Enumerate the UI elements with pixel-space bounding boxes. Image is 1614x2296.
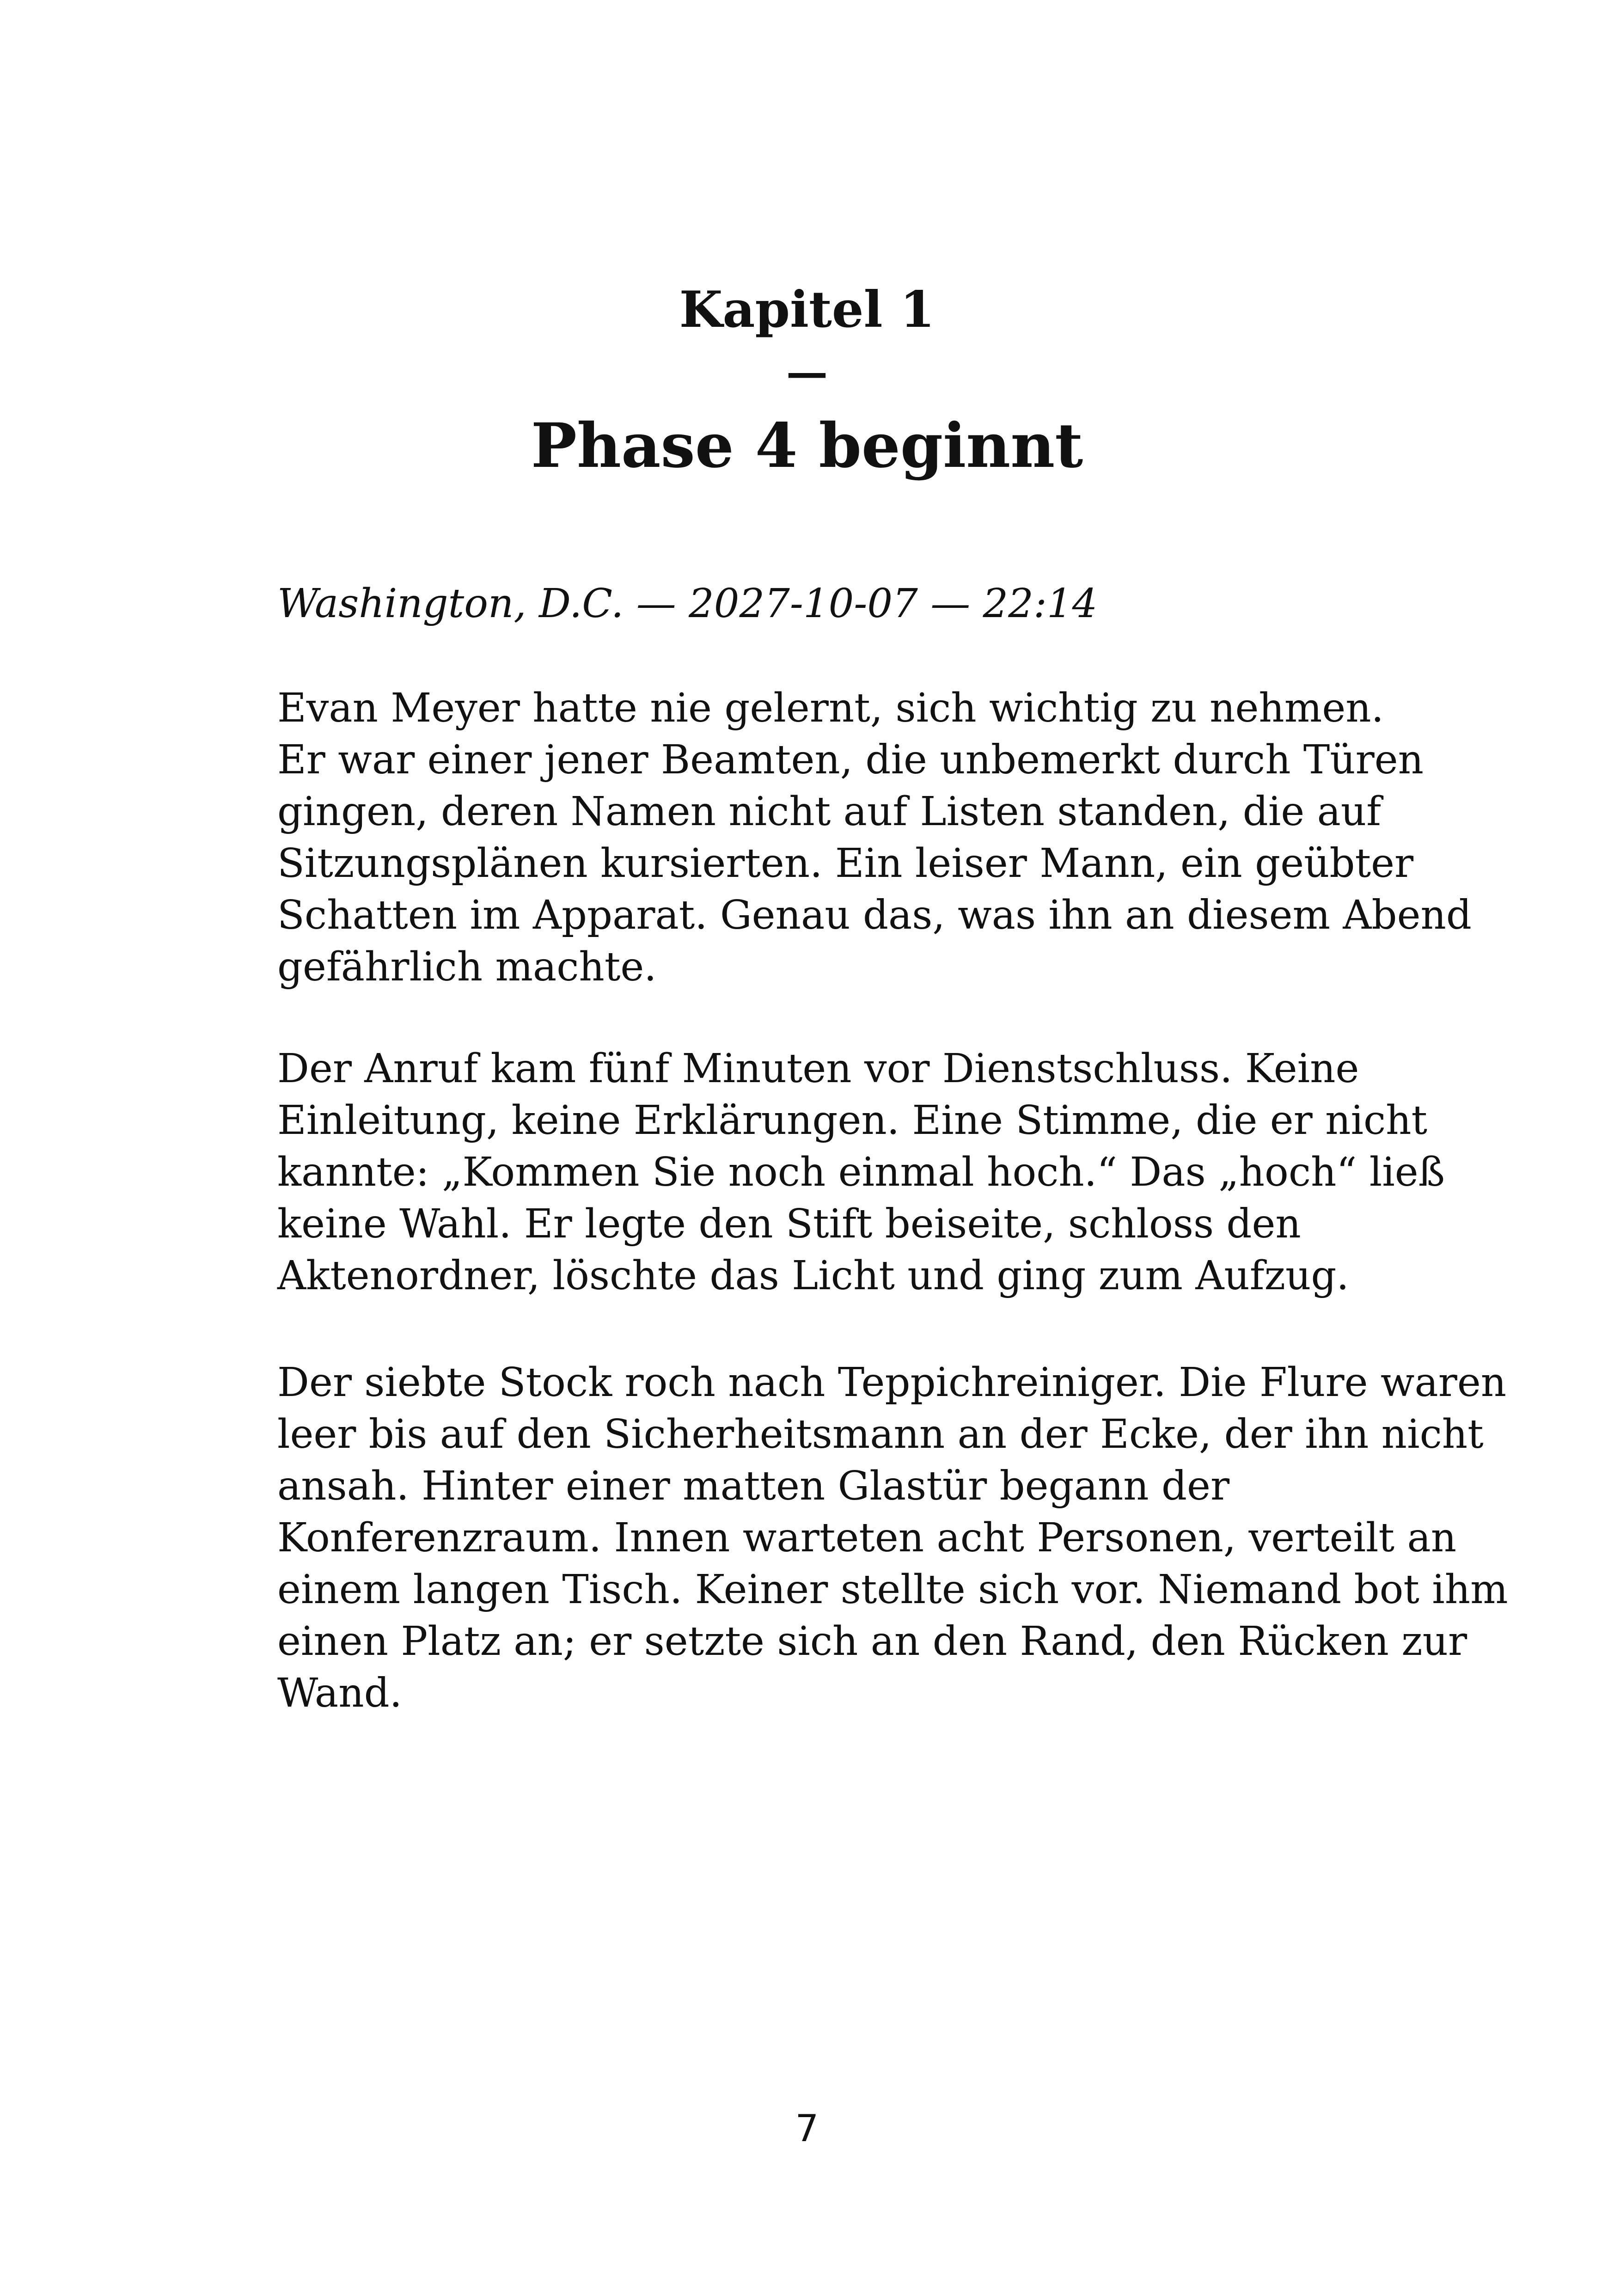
paragraph-2: Der Anruf kam fünf Minuten vor Dienstschluss. Keine Einleitung, keine Erklärungen. Eine Stimme, die er nicht kannte: „Kommen Sie noch einmal hoch.“ Das „hoch“ ließ keine Wahl. Er legte den Stift beiseite, schloss den Aktenordner, löschte das Licht und ging zum Aufzug. <box>277 1046 1445 1299</box>
paragraph-3: Der siebte Stock roch nach Teppichreiniger. Die Flure waren leer bis auf den Sicherheitsmann an der Ecke, der ihn nicht ansah. Hinter einer matten Glastür begann der Konferenzraum. Innen warteten acht Personen, verteilt an einem langen Tisch. Keiner stellte sich vor. Niemand bot ihm einen Platz an; er setzte sich an den Rand, den Rücken zur Wand. <box>277 1359 1508 1716</box>
dateline: Washington, D.C. — 2027-10-07 — 22:14 <box>277 581 1098 627</box>
chapter-separator: — <box>786 348 828 397</box>
chapter-number: Kapitel 1 <box>679 281 935 339</box>
paragraph-1: Evan Meyer hatte nie gelernt, sich wichtig zu nehmen. Er war einer jener Beamten, die unbemerkt durch Türen gingen, deren Namen nicht auf Listen standen, die auf Sitzungsplänen kursierten. Ein leiser Mann, ein geübter Schatten im Apparat. Genau das, was ihn an diesem Abend gefährlich machte. <box>277 685 1472 990</box>
page-number: 7 <box>795 2107 819 2150</box>
chapter-title: Phase 4 beginnt <box>531 410 1083 482</box>
